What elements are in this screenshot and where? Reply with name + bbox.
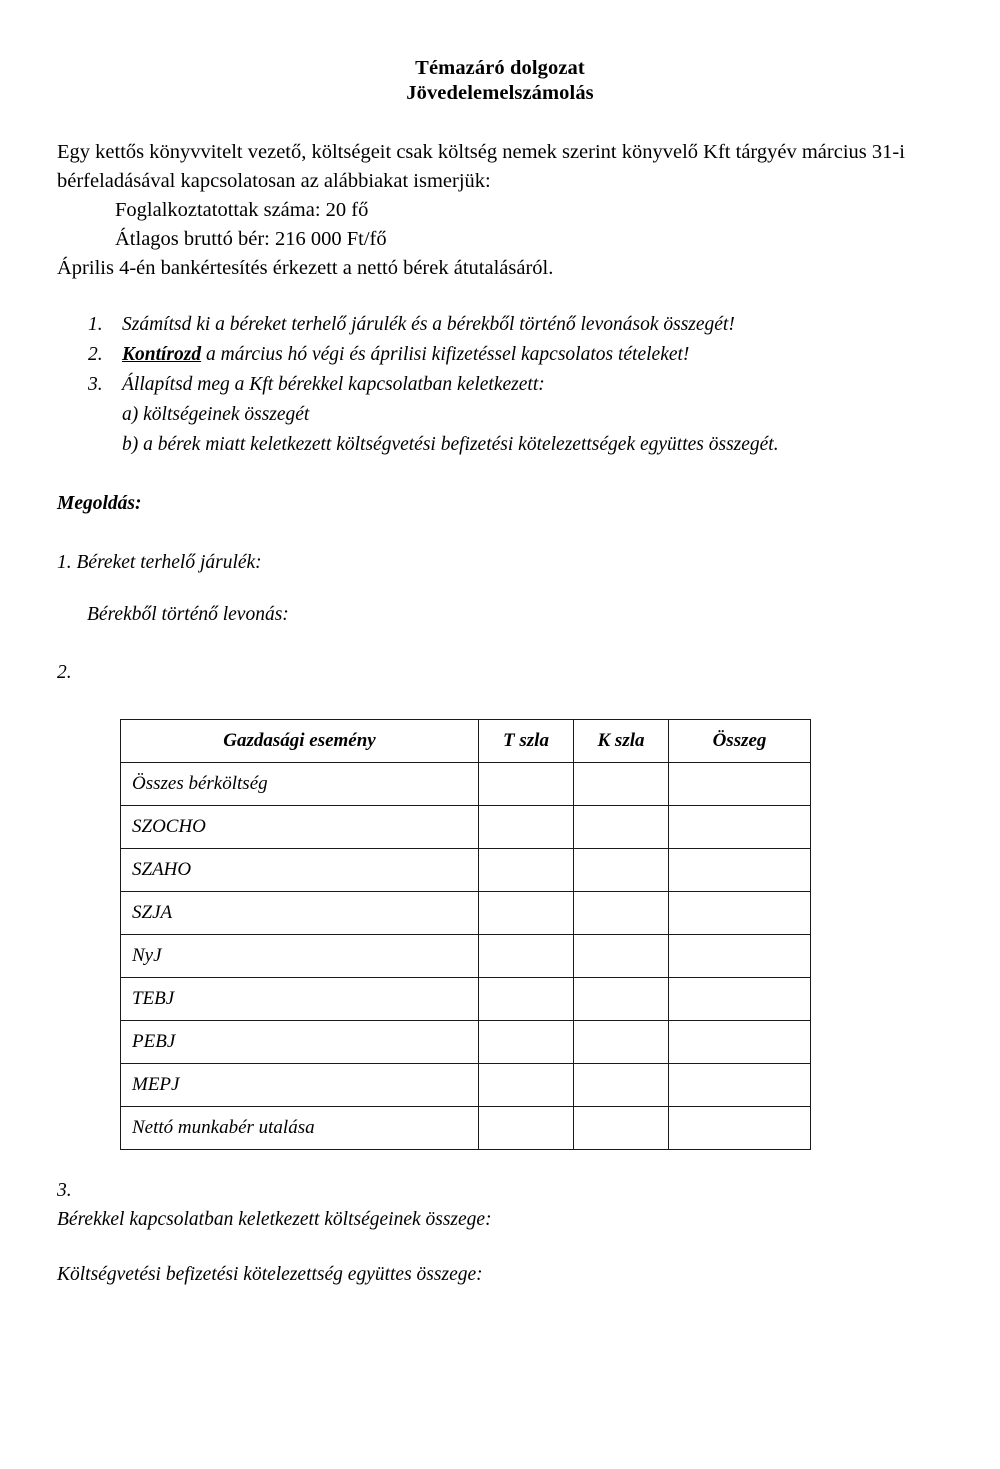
task-text-1: Számítsd ki a béreket terhelő járulék és a bérekből történő levonások összegét! [122, 314, 735, 335]
task-text-3: Állapítsd meg a Kft bérekkel kapcsolatban keletkezett: [122, 374, 545, 395]
intro-detail-avg-salary: Átlagos bruttó bér: 216 000 Ft/fő [115, 228, 387, 250]
table-cell-event: Nettó munkabér utalása [121, 1107, 479, 1150]
document-title-block [0, 56, 1000, 106]
table-cell-t-szla[interactable] [479, 935, 574, 978]
table-cell-event: PEBJ [121, 1021, 479, 1064]
task-text-2-rest: a március hó végi és áprilisi kifizetéssel kapcsolatos tételeket! [201, 344, 690, 365]
table-header-osszeg: Összeg [669, 720, 811, 763]
accounting-entries-table [120, 719, 811, 1150]
table-cell-k-szla[interactable] [574, 1021, 669, 1064]
document-page [0, 56, 1000, 1469]
table-cell-osszeg[interactable] [669, 763, 811, 806]
table-row [121, 763, 811, 806]
document-title-line-2: Jövedelemelszámolás [406, 82, 594, 104]
task-item-2 [57, 340, 1000, 370]
table-cell-t-szla[interactable] [479, 849, 574, 892]
task-item-1 [57, 310, 1000, 340]
task-number-2: 2. [88, 344, 103, 365]
table-cell-t-szla[interactable] [479, 763, 574, 806]
table-cell-t-szla[interactable] [479, 1107, 574, 1150]
table-cell-event: TEBJ [121, 978, 479, 1021]
table-header-t-szla: T szla [479, 720, 574, 763]
table-cell-k-szla[interactable] [574, 935, 669, 978]
task-subitem-3b: b) a bérek miatt keletkezett költségvetési befizetési kötelezettségek együttes összegét. [122, 434, 779, 455]
task-list [0, 310, 1000, 460]
closing-section [0, 1176, 1000, 1289]
table-cell-k-szla[interactable] [574, 978, 669, 1021]
table-cell-k-szla[interactable] [574, 1064, 669, 1107]
table-row [121, 1107, 811, 1150]
task-emphasis-kontirozd: Kontírozd [122, 344, 202, 365]
accounting-table-wrapper [0, 719, 1000, 1150]
intro-section [0, 138, 1000, 283]
intro-paragraph: Egy kettős könyvvitelt vezető, költségeit csak költség nemek szerint könyvelő Kft tárgyév március 31-i bérfeladásával kapcsolatosan az alábbiakat ismerjük: [57, 141, 905, 192]
table-cell-event: SZAHO [121, 849, 479, 892]
table-header-row [121, 720, 811, 763]
table-cell-k-szla[interactable] [574, 849, 669, 892]
table-row [121, 935, 811, 978]
task-subitem-3a: a) költségeinek összegét [122, 404, 310, 425]
document-title-line-1: Témazáró dolgozat [415, 57, 585, 79]
task-number-3: 3. [88, 374, 103, 395]
table-cell-t-szla[interactable] [479, 1064, 574, 1107]
table-row [121, 1021, 811, 1064]
intro-closing-line: Április 4-én bankértesítés érkezett a nettó bérek átutalásáról. [57, 257, 554, 279]
table-cell-t-szla[interactable] [479, 892, 574, 935]
table-cell-event: NyJ [121, 935, 479, 978]
task-item-3 [57, 370, 1000, 400]
table-cell-osszeg[interactable] [669, 1064, 811, 1107]
table-cell-k-szla[interactable] [574, 1107, 669, 1150]
closing-line-1: Bérekkel kapcsolatban keletkezett költségeinek összege: [57, 1209, 492, 1230]
intro-detail-employees: Foglalkoztatottak száma: 20 fő [115, 199, 369, 221]
table-cell-t-szla[interactable] [479, 806, 574, 849]
table-cell-osszeg[interactable] [669, 849, 811, 892]
table-cell-osszeg[interactable] [669, 1021, 811, 1064]
table-cell-t-szla[interactable] [479, 978, 574, 1021]
table-cell-k-szla[interactable] [574, 806, 669, 849]
table-row [121, 892, 811, 935]
table-cell-event: Összes bérköltség [121, 763, 479, 806]
table-cell-k-szla[interactable] [574, 763, 669, 806]
solution-item-2-label: 2. [57, 662, 72, 683]
solution-item-1-label: 1. Béreket terhelő járulék: [57, 552, 262, 573]
table-cell-k-szla[interactable] [574, 892, 669, 935]
table-cell-osszeg[interactable] [669, 892, 811, 935]
task-number-1: 1. [88, 314, 103, 335]
table-cell-osszeg[interactable] [669, 806, 811, 849]
closing-item-3-label: 3. [57, 1180, 72, 1201]
closing-line-2: Költségvetési befizetési kötelezettség együttes összege: [57, 1264, 483, 1285]
table-row [121, 806, 811, 849]
solution-item-1-sub-label: Bérekből történő levonás: [87, 604, 289, 625]
table-cell-t-szla[interactable] [479, 1021, 574, 1064]
task-text-2 [122, 340, 1000, 370]
table-cell-osszeg[interactable] [669, 935, 811, 978]
table-row [121, 978, 811, 1021]
table-cell-osszeg[interactable] [669, 1107, 811, 1150]
table-row [121, 1064, 811, 1107]
table-header-k-szla: K szla [574, 720, 669, 763]
table-row [121, 849, 811, 892]
table-cell-osszeg[interactable] [669, 978, 811, 1021]
table-cell-event: SZJA [121, 892, 479, 935]
table-header-event: Gazdasági esemény [121, 720, 479, 763]
solution-heading: Megoldás: [57, 493, 142, 514]
table-cell-event: MEPJ [121, 1064, 479, 1107]
table-cell-event: SZOCHO [121, 806, 479, 849]
